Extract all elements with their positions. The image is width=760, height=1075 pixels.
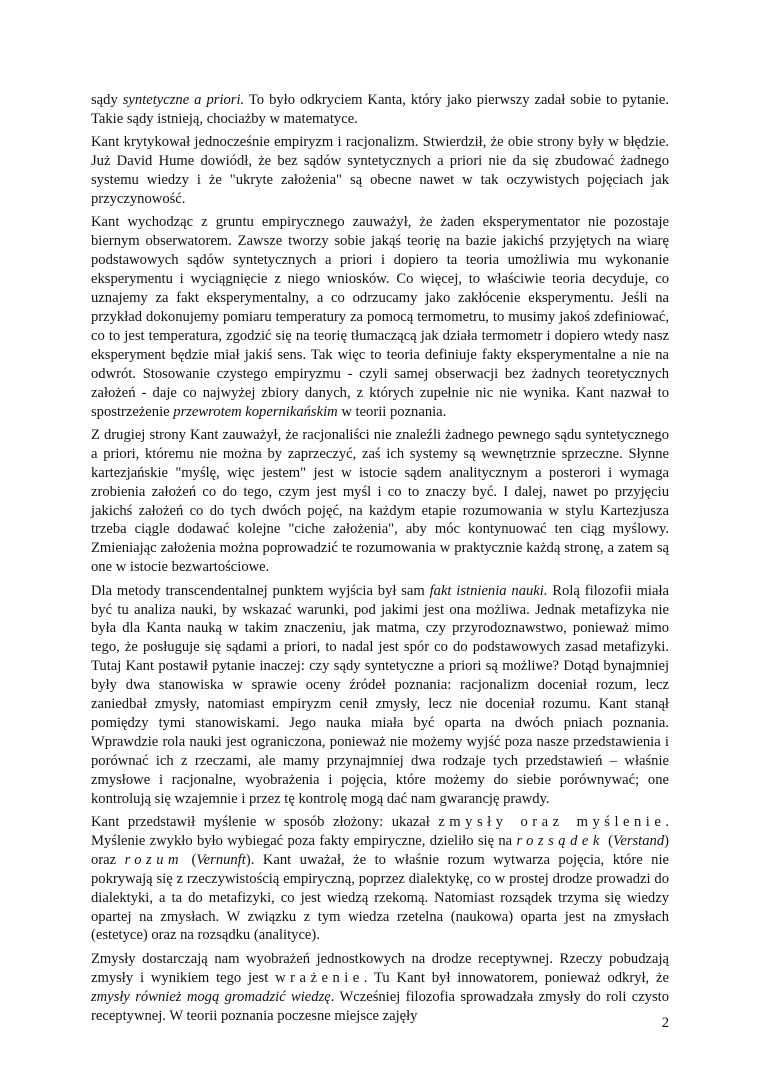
paragraph-1: sądy syntetyczne a priori. To było odkryciem Kanta, który jako pierwszy zadał sobie to pytanie. Takie sądy istnieją, chociażby w matematyce. bbox=[91, 92, 669, 127]
spaced-term: zmysły bbox=[438, 814, 508, 831]
paragraph-4: Z drugiej strony Kant zauważył, że racjonaliści nie znaleźli żadnego pewnego sądu syntetycznego a priori, któremu nie można by zaprzeczyć, zaś ich systemy są wewnętrznie sprzeczne. Słynne kartezjańskie "myślę, więc jestem" jest w istocie sądem analitycznym a posterori i wymaga zrobienia założeń co do tego, czym jest myśl i co to znaczy być. I dalej, nawet po przyjęciu jakichś założeń co do tych dwóch pojęć, na każdym etapie rozumowania w stylu Kartezjusza trzeba ciągle dodawać kolejne "ciche założenia", aby móc kontynuować ten ciąg myślowy. Zmieniając założenia można poprowadzić te rozumowania w praktycznie każdą stronę, a zatem są one w istocie bezwartościowe. bbox=[91, 426, 669, 576]
italic-term: fakt istnienia nauki. bbox=[429, 582, 548, 599]
page-number: 2 bbox=[661, 1015, 669, 1031]
italic-term: Verstand bbox=[613, 832, 665, 849]
body-text bbox=[91, 91, 669, 1030]
spaced-term: myślenie bbox=[576, 814, 666, 831]
paragraph-5: Dla metody transcendentalnej punktem wyjścia był sam fakt istnienia nauki. Rolą filozofii miała być tu analiza nauki, by wskazać warunki, pod jakimi jest ona możliwa. Jednak metafizyka nie była dla Kanta nauką w takim znaczeniu, jak matma, czy przyrodoznawstwo, ponieważ mimo tego, że posługuje się sądami a priori, to nadal jest spór co do podstawowych zasad metafizyki. Tutaj Kant postawił pytanie inaczej: czy sądy syntetyczne a priori są możliwe? Dotąd bynajmniej były dwa stanowiska w sprawie oceny źródeł poznania: racjonalizm doceniał rozum, lecz zaniedbał zmysły, natomiast empiryzm cenił zmysły, lecz nie doceniał rozumu. Kant stanął pomiędzy tymi stanowiskami. Jego nauka miała być oparta na dwóch pniach poznania. Wprawdzie rola nauki jest ograniczona, ponieważ nie możemy wyjść poza nasze przedstawienia i porównać ich z rzeczami, ale mamy przynajmniej dwa rodzaje tych przedstawień – właśnie zmysłowe i racjonalne, wyobrażenia i pojęcia, które możemy do siebie porównywać; one kontrolują się wzajemnie i przez tę kontrolę mogą dać nam gwarancję prawdy. bbox=[91, 582, 669, 807]
italic-term: syntetyczne a priori. bbox=[122, 92, 245, 108]
paragraph-7: Zmysły dostarczają nam wyobrażeń jednostkowych na drodze receptywnej. Rzeczy pobudzają zmysły i wynikiem tego jest wrażenie. Tu Kant był innowatorem, ponieważ odkrył, że zmysły również mogą gromadzić wiedzę. Wcześniej filozofia sprowadzała zmysły do roli czysto receptywnej. W teorii poznania poczesne miejsce zajęły bbox=[91, 950, 669, 1024]
spaced-term: wrażenie bbox=[275, 969, 364, 986]
italic-term: przewrotem kopernikańskim bbox=[173, 403, 338, 420]
italic-term: Vernunft bbox=[196, 851, 246, 868]
paragraph-6: Kant przedstawił myślenie w sposób złożony: ukazał zmysły oraz myślenie. Myślenie zwykło było wybiegać poza fakty empiryczne, dzieliło się na rozsądek (Verstand) oraz rozum (Vernunft). Kant uważał, że to właśnie rozum wytwarza pojęcia, które nie pokrywają się z rzeczywistością empiryczną, poprzez dialektykę, co w prostej drodze prowadzi do dialektyki, a ta do metafizyki, co jest wiedzą rzekomą. Natomiast rozsądek trzyma się wiedzy opartej na zmysłach. W związku z tym wiedza rzetelna (naukowa) oparta jest na zmysłach (estetyce) oraz na rozsądku (analityce). bbox=[91, 814, 669, 944]
paragraph-2: Kant krytykował jednocześnie empiryzm i racjonalizm. Stwierdził, że obie strony były w błędzie. Już David Hume dowiódł, że bez sądów syntetycznych a priori nie da się zbudować żadnego systemu wiedzy i że "ukryte założenia" są obecne nawet w tak oczywistych pojęciach jak przyczynowość. bbox=[91, 134, 669, 208]
italic-term: zmysły również mogą gromadzić wiedzę bbox=[91, 988, 331, 1005]
paragraph-3: Kant wychodząc z gruntu empirycznego zauważył, że żaden eksperymentator nie pozostaje biernym obserwatorem. Zawsze tworzy sobie jakąś teorię na bazie jakichś przyjętych na wiarę podstawowych sądów syntetycznych a priori i dopiero ta teoria umożliwia mu wykonanie eksperymentu i wyciągnięcie z niego wniosków. Co więcej, to właściwie teoria decyduje, co uznajemy za fakt eksperymentalny, a co odrzucamy jako zakłócenie eksperymentu. Jeśli na przykład dokonujemy pomiaru temperatury za pomocą termometru, to musimy jakoś zdefiniować, co to jest temperatura, zgodzić się na teorię tłumaczącą jak działa termometr i dopiero wtedy nasz eksperyment będzie miał jakiś sens. Tak więc to teoria definiuje fakty eksperymentalne a nie na odwrót. Stosowanie czystego empiryzmu - czyli samej obserwacji bez żadnych teoretycznych założeń - daje co najwyżej zbiory danych, z których zupełnie nic nie wynika. Kant nazwał to spostrzeżenie przewrotem kopernikańskim w teorii poznania. bbox=[91, 214, 669, 420]
spaced-italic-term: rozum bbox=[124, 851, 184, 868]
spaced-italic-term: rozsądek bbox=[516, 832, 604, 849]
